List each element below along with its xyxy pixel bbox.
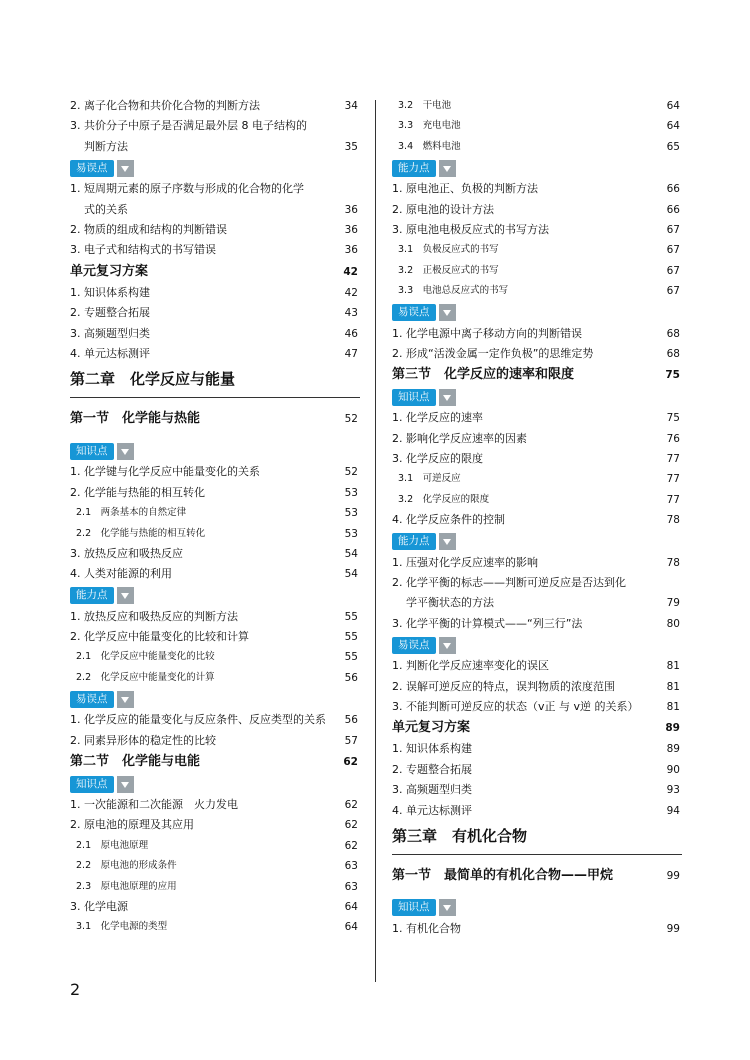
category-badge [70, 440, 360, 462]
toc-entry-title: 3. 化学电源 [70, 900, 128, 913]
badge-label: 易误点 [70, 691, 114, 708]
toc-entry-title: 3.3 充电电池 [398, 120, 461, 132]
toc-entry-title: 4. 人类对能源的利用 [70, 567, 172, 581]
toc-entry[interactable] [392, 179, 682, 199]
toc-page-number: 99 [666, 869, 680, 882]
triangle-down-icon [117, 776, 134, 793]
toc-entry[interactable] [392, 801, 682, 821]
toc-page-number: 67 [666, 264, 680, 277]
toc-page-number: 79 [666, 597, 680, 610]
toc-entry-title: 2. 原电池的原理及其应用 [70, 818, 194, 832]
toc-entry[interactable] [392, 429, 682, 449]
toc-page-number: 89 [665, 722, 680, 735]
toc-page-number: 62 [343, 756, 358, 769]
badge-label: 易误点 [70, 160, 114, 177]
toc-entry[interactable] [70, 303, 360, 323]
toc-page-number: 66 [666, 203, 680, 216]
toc-page-number: 64 [666, 100, 680, 112]
toc-entry[interactable] [392, 760, 682, 780]
toc-page-number: 53 [344, 527, 358, 540]
toc-page-number: 52 [344, 466, 358, 479]
toc-entry-title: 2. 化学能与热能的相互转化 [70, 485, 205, 499]
toc-entry-title-continued: 判断方法 [84, 139, 128, 153]
toc-entry[interactable] [70, 815, 360, 835]
toc-entry-title: 3. 化学反应的限度 [392, 452, 483, 466]
category-badge [392, 897, 682, 919]
category-badge [392, 302, 682, 324]
toc-page-number: 80 [666, 617, 680, 630]
toc-entry[interactable] [70, 179, 360, 220]
toc-entry[interactable] [392, 697, 682, 717]
toc-entry-title: 4. 化学反应条件的控制 [392, 513, 505, 527]
toc-page-number: 54 [344, 568, 358, 581]
toc-entry-title: 1. 化学电源中离子移动方向的判断错误 [392, 326, 582, 340]
toc-page-number: 63 [344, 880, 358, 893]
category-badge [392, 531, 682, 553]
toc-entry[interactable] [392, 344, 682, 364]
toc-entry-title: 2.3 原电池原理的应用 [76, 880, 177, 892]
toc-entry[interactable] [392, 200, 682, 220]
triangle-down-icon [439, 160, 456, 177]
toc-entry-title: 1. 判断化学反应速率变化的误区 [392, 659, 549, 673]
triangle-down-icon [439, 899, 456, 916]
toc-subentry[interactable] [392, 490, 682, 510]
toc-page-number: 64 [344, 921, 358, 934]
toc-section-heading[interactable] [70, 404, 360, 440]
toc-section-heading[interactable] [70, 751, 360, 773]
toc-section-heading[interactable] [392, 364, 682, 386]
toc-entry-title: 1. 压强对化学反应速率的影响 [392, 555, 538, 569]
toc-entry[interactable] [392, 656, 682, 676]
badge-label: 能力点 [70, 587, 114, 604]
toc-entry[interactable] [392, 324, 682, 344]
toc-entry-title: 3.1 可逆反应 [398, 473, 461, 485]
toc-entry[interactable] [70, 116, 360, 157]
toc-subentry[interactable] [392, 137, 682, 157]
toc-subentry[interactable] [70, 524, 360, 544]
toc-entry-title: 2. 化学反应中能量变化的比较和计算 [70, 630, 249, 644]
toc-page-number: 78 [666, 556, 680, 569]
triangle-down-icon [117, 587, 134, 604]
toc-entry[interactable] [70, 462, 360, 482]
toc-entry[interactable] [70, 627, 360, 647]
toc-entry[interactable] [70, 483, 360, 503]
toc-entry[interactable] [70, 544, 360, 564]
toc-entry-title: 2. 化学平衡的标志——判断可逆反应是否达到化 [392, 576, 626, 590]
toc-page-number: 75 [666, 412, 680, 425]
toc-page-number: 99 [666, 922, 680, 935]
toc-page-number: 56 [344, 671, 358, 684]
triangle-down-icon [439, 304, 456, 321]
toc-entry-title: 1. 化学反应的速率 [392, 411, 483, 425]
triangle-down-icon [117, 691, 134, 708]
badge-label: 能力点 [392, 160, 436, 177]
toc-entry-title: 3. 电子式和结构式的书写错误 [70, 243, 216, 257]
toc-page-number: 46 [344, 327, 358, 340]
toc-entry-title: 3. 高频题型归类 [70, 326, 150, 340]
toc-entry[interactable] [70, 96, 360, 116]
toc-entry-title: 4. 单元达标测评 [70, 346, 150, 360]
category-badge [70, 688, 360, 710]
toc-page-number: 53 [344, 507, 358, 520]
toc-page-number: 53 [344, 486, 358, 499]
toc-page-number: 34 [344, 100, 358, 112]
toc-entry-title: 2.2 原电池的形成条件 [76, 860, 177, 872]
toc-subentry[interactable] [392, 261, 682, 281]
toc-page-number: 56 [344, 714, 358, 727]
toc-entry-title: 3. 原电池电极反应式的书写方法 [392, 222, 549, 236]
toc-left-column [70, 96, 360, 938]
toc-page-number: 75 [665, 369, 680, 382]
toc-subentry[interactable] [392, 281, 682, 301]
toc-page-number: 77 [666, 473, 680, 486]
toc-entry-title: 1. 化学反应的能量变化与反应条件、反应类型的关系 [70, 713, 326, 727]
toc-entry-title: 1. 原电池正、负极的判断方法 [392, 182, 538, 196]
toc-entry[interactable] [392, 510, 682, 530]
triangle-down-icon [117, 443, 134, 460]
toc-page-number: 77 [666, 453, 680, 466]
triangle-down-icon [439, 389, 456, 406]
toc-page-number: 36 [344, 203, 358, 216]
toc-page-number: 42 [343, 265, 358, 278]
toc-page-number: 47 [344, 347, 358, 360]
toc-entry-title: 2.1 化学反应中能量变化的比较 [76, 651, 215, 663]
toc-entry-title: 3. 高频题型归类 [392, 783, 472, 797]
toc-entry-title: 2. 误解可逆反应的特点，误判物质的浓度范围 [392, 679, 615, 693]
toc-entry-title: 3. 化学平衡的计算模式——“列三行”法 [392, 616, 583, 630]
toc-page-number: 57 [344, 734, 358, 747]
toc-entry[interactable] [392, 573, 682, 614]
badge-label: 易误点 [392, 304, 436, 321]
triangle-down-icon [117, 160, 134, 177]
toc-entry-title: 1. 放热反应和吸热反应的判断方法 [70, 609, 238, 623]
toc-entry[interactable] [392, 553, 682, 573]
category-badge [392, 157, 682, 179]
toc-subentry[interactable] [392, 240, 682, 260]
toc-entry-title: 单元复习方案 [70, 263, 149, 279]
toc-entry-title-continued: 学平衡状态的方法 [406, 596, 494, 610]
toc-page-number: 67 [666, 223, 680, 236]
toc-entry-title: 3. 共价分子中原子是否满足最外层 8 电子结构的 [70, 119, 307, 133]
badge-label: 能力点 [392, 533, 436, 550]
toc-entry-title: 2. 离子化合物和共价化合物的判断方法 [70, 99, 260, 112]
toc-page-number: 52 [344, 413, 358, 426]
toc-page-number: 78 [666, 514, 680, 527]
toc-subentry[interactable] [392, 469, 682, 489]
toc-entry-title: 3.2 干电池 [398, 100, 452, 111]
toc-subentry[interactable] [70, 877, 360, 897]
toc-entry[interactable] [70, 897, 360, 917]
toc-entry-title: 2.2 化学能与热能的相互转化 [76, 527, 206, 539]
category-badge [392, 634, 682, 656]
toc-page-number: 35 [344, 140, 358, 153]
toc-page-number: 77 [666, 493, 680, 506]
toc-entry-title: 1. 知识体系构建 [392, 742, 472, 756]
toc-entry-title: 1. 有机化合物 [392, 921, 461, 935]
toc-page-number: 55 [344, 610, 358, 623]
toc-entry-title: 1. 知识体系构建 [70, 285, 150, 299]
toc-page-number: 66 [666, 183, 680, 196]
toc-entry-title: 3.1 化学电源的类型 [76, 921, 168, 933]
category-badge [70, 773, 360, 795]
toc-page-number: 67 [666, 285, 680, 298]
toc-entry-title: 2. 专题整合拓展 [70, 306, 150, 320]
toc-page-number: 55 [344, 631, 358, 644]
category-badge [70, 157, 360, 179]
toc-subentry[interactable] [70, 503, 360, 523]
triangle-down-icon [439, 533, 456, 550]
toc-entry-title: 3. 不能判断可逆反应的状态（v正 与 v逆 的关系） [392, 700, 639, 714]
toc-entry[interactable] [70, 731, 360, 751]
badge-label: 知识点 [70, 443, 114, 460]
toc-entry[interactable] [392, 919, 682, 939]
toc-subentry[interactable] [70, 856, 360, 876]
toc-entry-title: 2. 同素异形体的稳定性的比较 [70, 733, 216, 747]
toc-entry-title: 3.3 电池总反应式的书写 [398, 285, 509, 297]
toc-page-number: 42 [344, 286, 358, 299]
toc-page-number: 81 [666, 701, 680, 714]
toc-subentry[interactable] [70, 917, 360, 937]
toc-page-number: 36 [344, 224, 358, 237]
toc-entry[interactable] [392, 408, 682, 428]
toc-entry[interactable] [70, 607, 360, 627]
toc-subentry[interactable] [70, 836, 360, 856]
toc-page-number: 93 [666, 784, 680, 797]
toc-page-number: 55 [344, 651, 358, 664]
toc-page-number: 63 [344, 860, 358, 873]
toc-page-number: 54 [344, 547, 358, 560]
toc-page-number: 67 [666, 244, 680, 257]
toc-entry-title: 单元复习方案 [392, 720, 471, 736]
toc-entry[interactable] [70, 240, 360, 260]
toc-entry-title: 2. 专题整合拓展 [392, 762, 472, 776]
toc-page-number: 68 [666, 347, 680, 360]
toc-page-number: 62 [344, 799, 358, 812]
toc-page-number: 68 [666, 327, 680, 340]
toc-page-number: 89 [666, 743, 680, 756]
toc-entry[interactable] [70, 324, 360, 344]
toc-entry-title: 1. 化学键与化学反应中能量变化的关系 [70, 465, 260, 479]
category-badge [70, 585, 360, 607]
column-divider [375, 100, 376, 982]
page-number: 2 [70, 980, 81, 999]
badge-label: 知识点 [70, 776, 114, 793]
toc-entry[interactable] [392, 220, 682, 240]
toc-page-number: 62 [344, 819, 358, 832]
toc-entry[interactable] [392, 449, 682, 469]
toc-page-number: 62 [344, 839, 358, 852]
toc-entry[interactable] [70, 220, 360, 240]
toc-entry-title: 2.1 两条基本的自然定律 [76, 507, 187, 519]
toc-entry[interactable] [70, 344, 360, 364]
toc-entry[interactable] [70, 564, 360, 584]
toc-entry[interactable] [392, 614, 682, 634]
toc-page-number: 64 [344, 901, 358, 913]
toc-page-number: 81 [666, 680, 680, 693]
toc-entry[interactable] [70, 795, 360, 815]
chapter-title[interactable]: 第三章 有机化合物 [392, 821, 682, 855]
badge-label: 知识点 [392, 389, 436, 406]
category-badge [392, 386, 682, 408]
toc-entry[interactable] [70, 283, 360, 303]
toc-entry-title: 第二节 化学能与电能 [70, 754, 201, 770]
toc-subentry[interactable] [392, 116, 682, 136]
toc-entry-title: 2. 原电池的设计方法 [392, 202, 494, 216]
toc-entry[interactable] [392, 780, 682, 800]
toc-page-number: 76 [666, 432, 680, 445]
toc-entry-title: 第一节 最简单的有机化合物——甲烷 [392, 867, 614, 883]
toc-entry-title: 3.2 化学反应的限度 [398, 493, 490, 505]
toc-entry[interactable] [392, 677, 682, 697]
toc-page-number: 43 [344, 307, 358, 320]
toc-entry-title: 第三节 化学反应的速率和限度 [392, 367, 575, 383]
toc-page-number: 64 [666, 120, 680, 133]
toc-entry-title: 2. 物质的组成和结构的判断错误 [70, 223, 227, 237]
toc-subentry[interactable] [70, 647, 360, 667]
toc-entry-title: 1. 短周期元素的原子序数与形成的化合物的化学 [70, 182, 304, 196]
toc-entry-title: 3.4 燃料电池 [398, 140, 461, 152]
toc-entry-title: 3.2 正极反应式的书写 [398, 264, 499, 276]
toc-entry-title: 2. 影响化学反应速率的因素 [392, 431, 527, 445]
toc-right-column [392, 96, 682, 939]
toc-page-number: 94 [666, 804, 680, 817]
toc-entry[interactable] [70, 710, 360, 730]
toc-entry-title: 2. 形成“活泼金属一定作负极”的思维定势 [392, 346, 594, 360]
toc-page-number: 65 [666, 140, 680, 153]
badge-label: 易误点 [392, 637, 436, 654]
toc-subentry[interactable] [392, 96, 682, 116]
toc-entry-title: 4. 单元达标测评 [392, 803, 472, 817]
badge-label: 知识点 [392, 899, 436, 916]
toc-entry-title: 2.1 原电池原理 [76, 839, 149, 851]
toc-page-number: 36 [344, 244, 358, 257]
toc-entry-title: 3.1 负极反应式的书写 [398, 244, 499, 256]
toc-entry-title: 1. 一次能源和二次能源 火力发电 [70, 798, 238, 812]
toc-page-number: 81 [666, 660, 680, 673]
toc-entry-title: 第一节 化学能与热能 [70, 411, 201, 427]
toc-entry-title: 2.2 化学反应中能量变化的计算 [76, 671, 215, 683]
toc-section-heading[interactable] [392, 717, 682, 739]
toc-subentry[interactable] [70, 668, 360, 688]
toc-section-heading[interactable] [392, 861, 682, 897]
toc-entry-title-continued: 式的关系 [84, 202, 128, 216]
toc-entry[interactable] [392, 739, 682, 759]
chapter-title[interactable]: 第二章 化学反应与能量 [70, 364, 360, 398]
toc-section-heading[interactable] [70, 261, 360, 283]
toc-page-number: 90 [666, 763, 680, 776]
triangle-down-icon [439, 637, 456, 654]
toc-entry-title: 3. 放热反应和吸热反应 [70, 546, 183, 560]
